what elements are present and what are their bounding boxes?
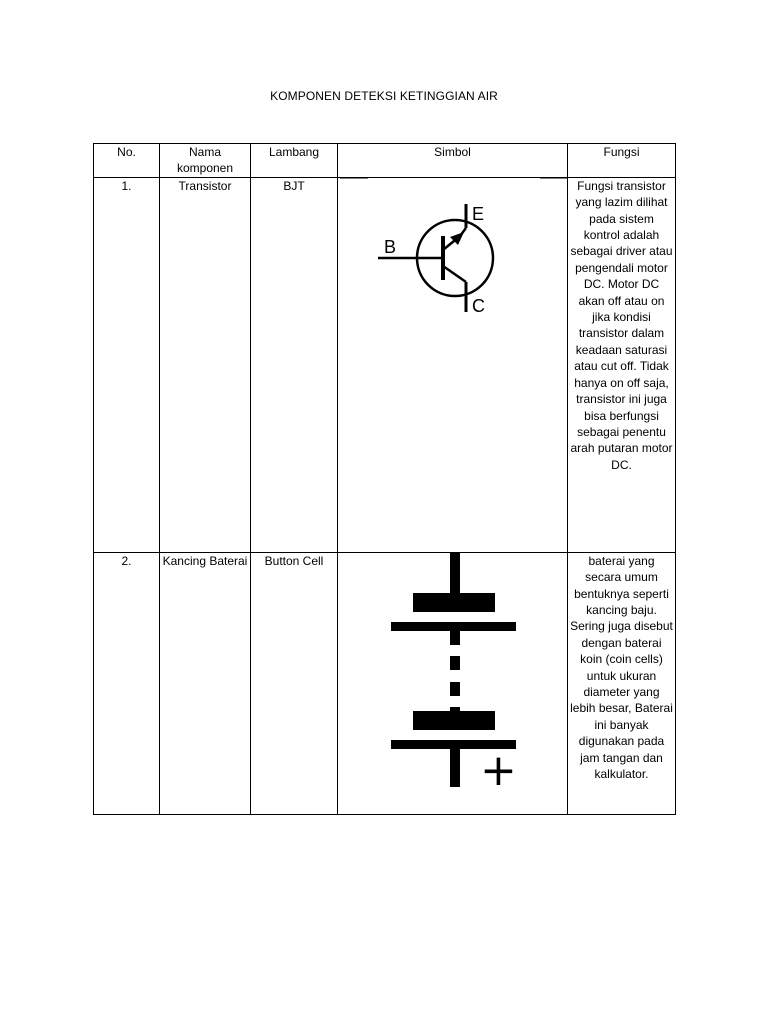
row-lambang: Button Cell xyxy=(251,552,338,814)
header-lambang: Lambang xyxy=(251,144,338,178)
row-simbol xyxy=(338,177,568,552)
collector-label: C xyxy=(472,295,485,316)
row-fungsi: baterai yang secara umum bentuknya seperti kancing baju. Sering juga disebut dengan baterai koin (coin cells) untuk ukuran diameter yang lebih besar, Baterai ini banyak digunakan pada jam tangan dan kalkulator. xyxy=(568,552,676,814)
row-no: 2. xyxy=(94,552,160,814)
battery-cell-symbol-icon xyxy=(340,553,568,814)
row-lambang: BJT xyxy=(251,177,338,552)
base-label: B xyxy=(384,236,397,257)
npn-transistor-symbol-icon xyxy=(340,178,568,552)
components-table xyxy=(93,143,676,815)
table-row xyxy=(94,552,676,814)
row-nama-komponen: Kancing Baterai xyxy=(160,552,251,814)
table-header-row xyxy=(94,144,676,178)
row-simbol xyxy=(338,552,568,814)
document-title: KOMPONEN DETEKSI KETINGGIAN AIR xyxy=(270,89,498,103)
row-fungsi: Fungsi transistor yang lazim dilihat pada sistem kontrol adalah sebagai driver atau pengendali motor DC. Motor DC akan off atau on jika kondisi transistor dalam keadaan saturasi atau cut off. Tidak hanya on off saja, transistor ini juga bisa berfungsi sebagai penentu arah putaran motor DC. xyxy=(568,177,676,552)
header-simbol: Simbol xyxy=(338,144,568,178)
emitter-label: E xyxy=(472,203,485,224)
header-nama-komponen: Nama komponen xyxy=(160,144,251,178)
positive-terminal-label: + xyxy=(480,744,517,796)
table-row xyxy=(94,177,676,552)
row-nama-komponen: Transistor xyxy=(160,177,251,552)
row-no: 1. xyxy=(94,177,160,552)
header-fungsi: Fungsi xyxy=(568,144,676,178)
header-no: No. xyxy=(94,144,160,178)
